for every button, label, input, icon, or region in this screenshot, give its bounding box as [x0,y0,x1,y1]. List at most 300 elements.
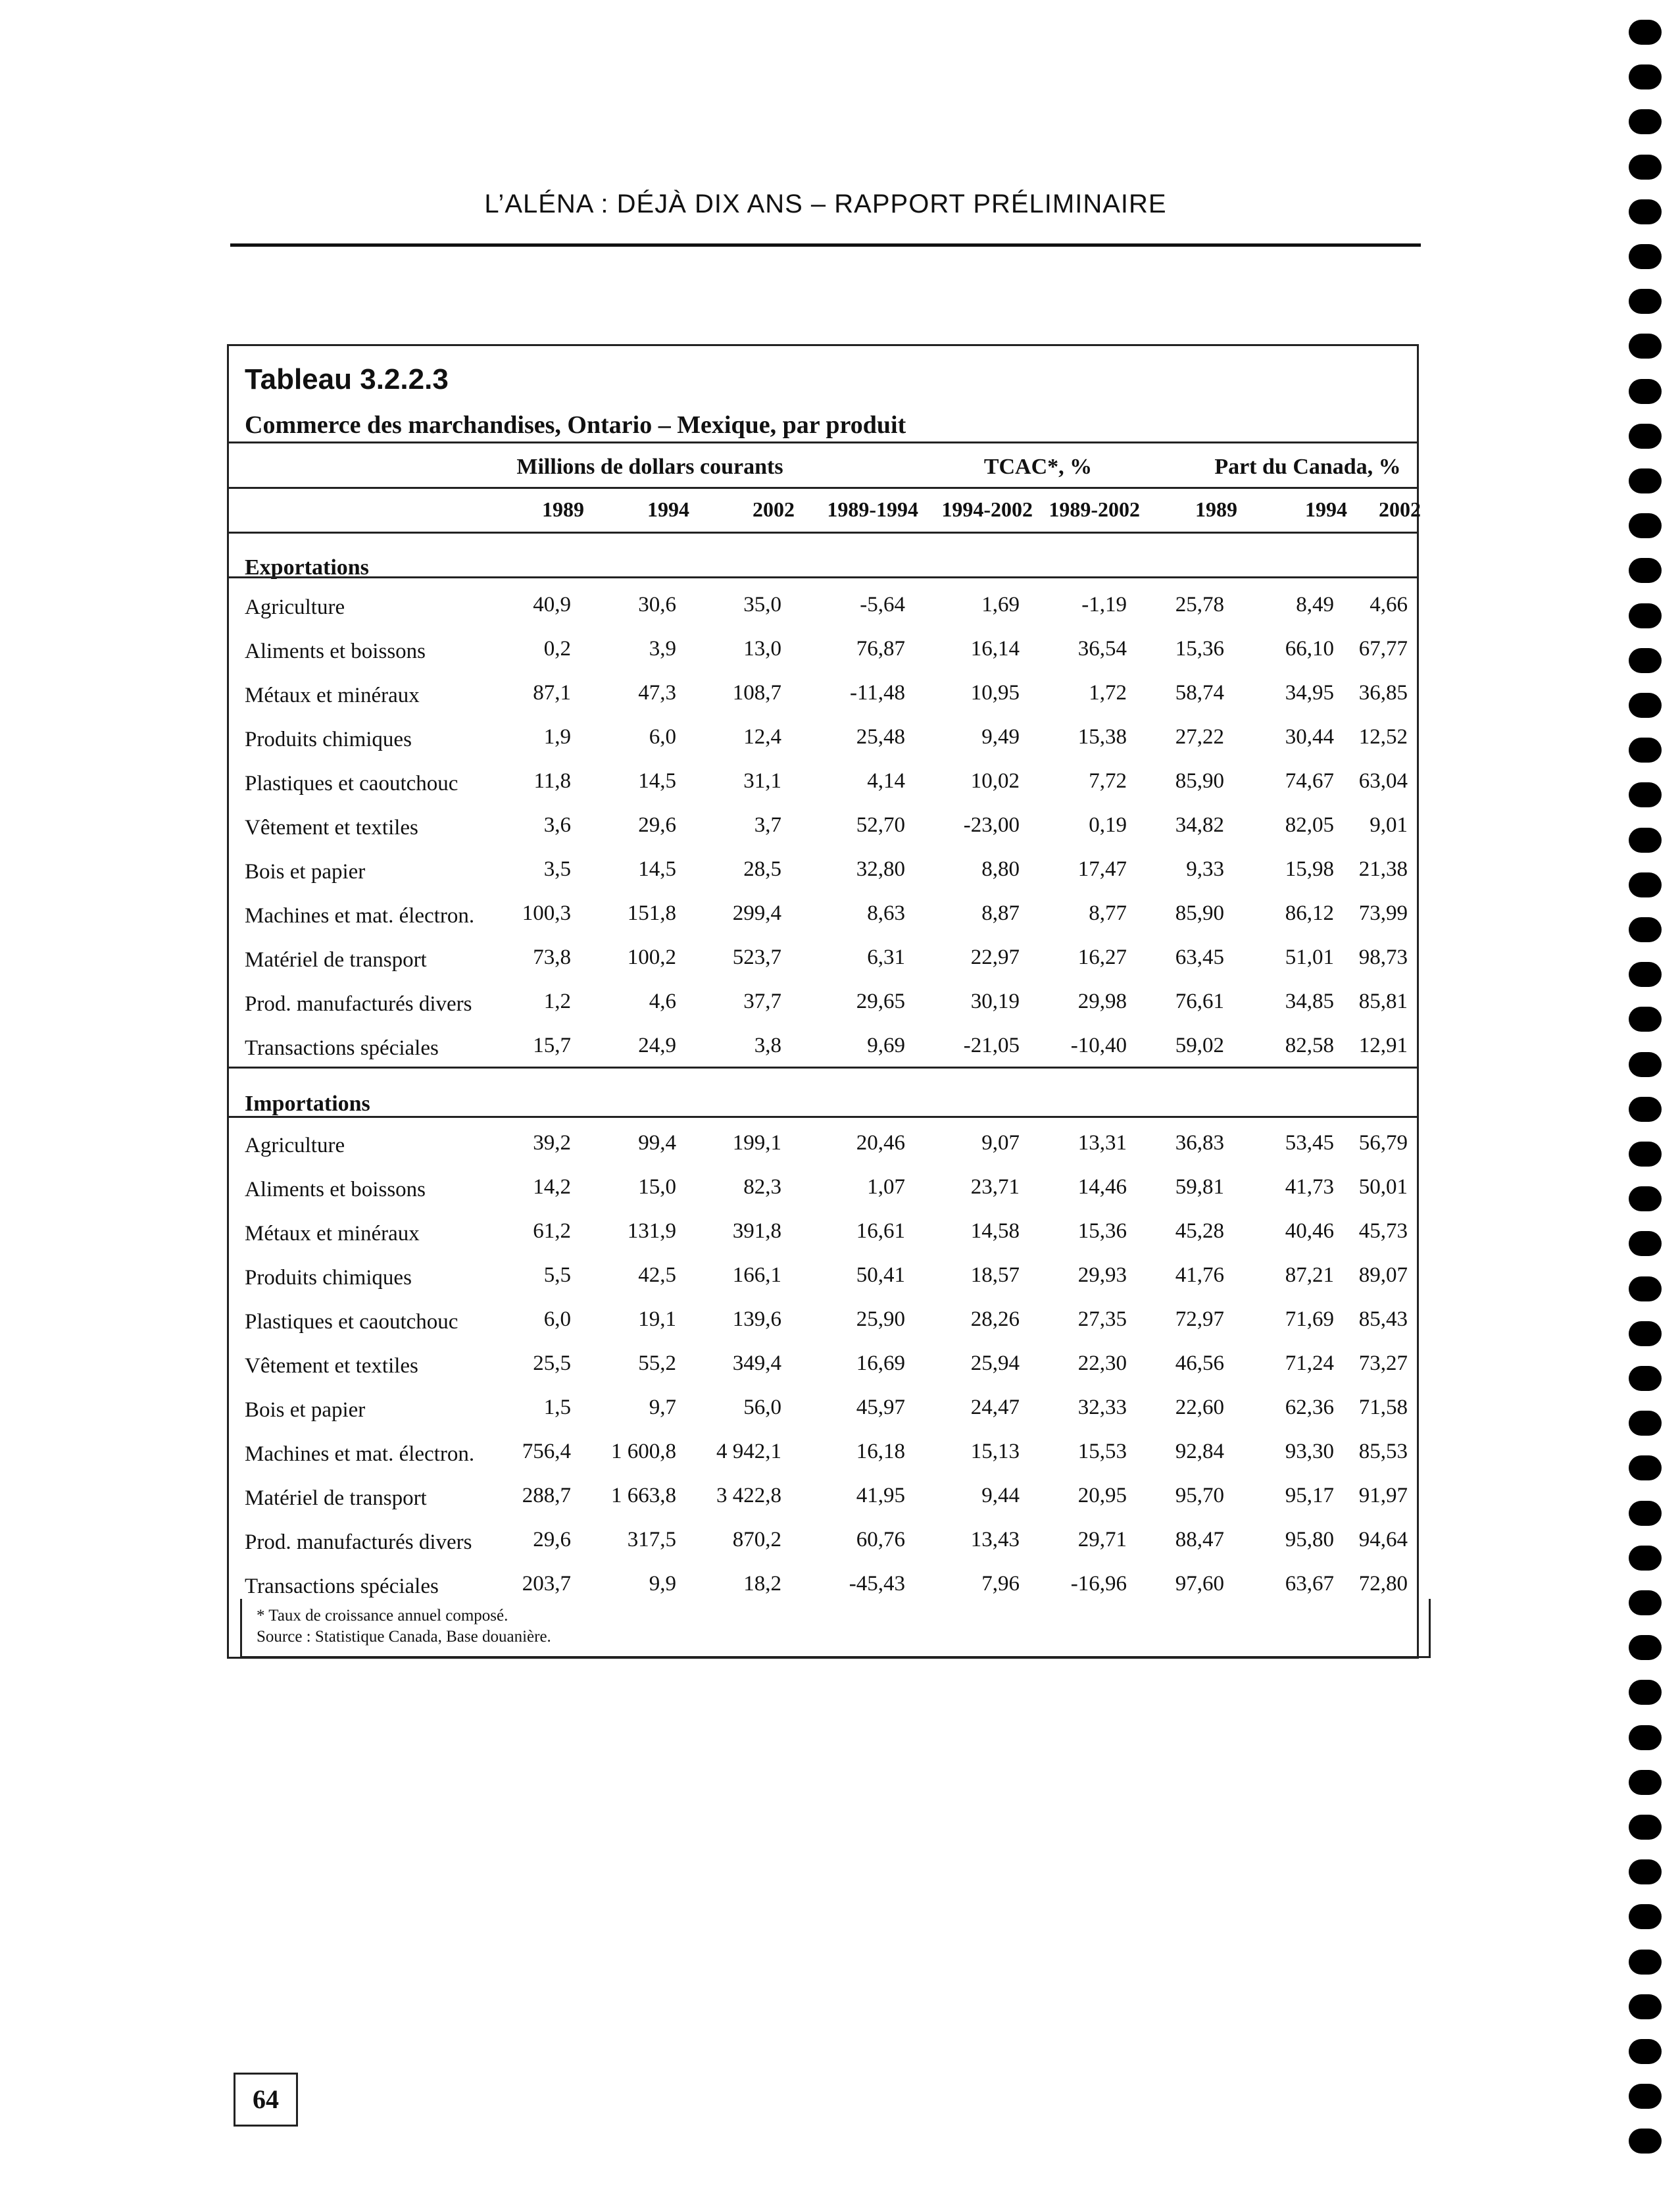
row-label: Métaux et minéraux [245,1222,420,1246]
table-cell: 15,36 [1175,637,1224,661]
table-cell: 63,45 [1175,945,1224,969]
table-cell: 13,43 [970,1528,1020,1551]
data-table [227,344,1419,1659]
table-cell: 15,0 [638,1175,676,1199]
punch-hole [1629,64,1662,89]
table-row [229,1299,1417,1344]
column-header: 1994 [1305,497,1347,521]
table-row [229,1476,1417,1520]
table-cell: 74,67 [1285,769,1334,793]
table-cell: 73,99 [1358,901,1408,925]
table-cell: 16,18 [856,1440,905,1463]
table-cell: 62,36 [1285,1396,1334,1419]
table-cell: 98,73 [1358,945,1408,969]
table-cell: 45,73 [1358,1219,1408,1243]
punch-hole [1629,1142,1662,1167]
table-cell: 93,30 [1285,1440,1334,1463]
punch-hole [1629,513,1662,538]
table-cell: 14,5 [638,769,676,793]
table-cell: 166,1 [732,1263,781,1287]
table-cell: 66,10 [1285,637,1334,661]
punch-hole [1629,1680,1662,1705]
table-cell: 6,31 [867,945,905,969]
column-header: 1994 [647,497,689,521]
table-cell: 16,69 [856,1351,905,1375]
table-cell: 23,71 [970,1175,1020,1199]
footnote: * Taux de croissance annuel composé. [257,1607,508,1625]
source-note: Source : Statistique Canada, Base douanière. [257,1628,551,1646]
table-cell: 24,47 [970,1396,1020,1419]
table-cell: 13,31 [1077,1131,1127,1155]
punch-hole [1629,872,1662,897]
table-cell: 16,14 [970,637,1020,661]
punch-hole [1629,1950,1662,1975]
table-cell: 40,9 [533,593,571,617]
table-cell: 3,5 [543,857,571,881]
row-label: Plastiques et caoutchouc [245,772,458,795]
row-label: Aliments et boissons [245,640,426,663]
table-cell: 9,01 [1370,813,1408,837]
table-cell: 1,69 [981,593,1020,617]
table-cell: 15,13 [970,1440,1020,1463]
footnote-box [240,1599,1431,1658]
table-cell: 108,7 [732,681,781,705]
table-row [229,585,1417,629]
row-label: Bois et papier [245,1398,366,1422]
punch-hole [1629,1590,1662,1615]
table-cell: 22,60 [1175,1396,1224,1419]
table-cell: 53,45 [1285,1131,1334,1155]
table-cell: 7,72 [1089,769,1127,793]
table-cell: -10,40 [1070,1034,1127,1057]
table-cell: 41,95 [856,1484,905,1507]
table-cell: 131,9 [627,1219,676,1243]
table-cell: 35,0 [743,593,781,617]
table-cell: 3,8 [754,1034,781,1057]
table-cell: 24,9 [638,1034,676,1057]
table-cell: 29,71 [1077,1528,1127,1551]
divider [229,441,1417,443]
table-cell: 391,8 [732,1219,781,1243]
table-cell: 0,2 [543,637,571,661]
table-cell: 40,46 [1285,1219,1334,1243]
row-label: Bois et papier [245,860,366,884]
table-cell: 45,97 [856,1396,905,1419]
table-cell: 89,07 [1358,1263,1408,1287]
table-cell: 6,0 [649,725,676,749]
punch-hole [1629,1007,1662,1032]
row-label: Vêtement et textiles [245,1354,418,1378]
table-row [229,1344,1417,1388]
row-label: Prod. manufacturés divers [245,992,472,1016]
table-cell: 25,94 [970,1351,1020,1375]
punch-hole [1629,1994,1662,2019]
table-cell: 4,66 [1370,593,1408,617]
table-cell: -21,05 [963,1034,1020,1057]
table-cell: 27,35 [1077,1307,1127,1331]
punch-hole [1629,289,1662,314]
punch-hole [1629,738,1662,763]
table-cell: 87,1 [533,681,571,705]
punch-hole [1629,155,1662,180]
table-cell: 6,0 [543,1307,571,1331]
table-cell: 18,2 [743,1572,781,1596]
table-cell: 72,97 [1175,1307,1224,1331]
table-row [229,1255,1417,1299]
table-row [229,673,1417,717]
table-cell: 9,33 [1186,857,1224,881]
punch-hole [1629,199,1662,224]
table-cell: 8,49 [1296,593,1334,617]
table-cell: 29,6 [638,813,676,837]
table-cell: 71,58 [1358,1396,1408,1419]
row-label: Métaux et minéraux [245,684,420,707]
row-label: Produits chimiques [245,728,412,751]
table-cell: 151,8 [627,901,676,925]
table-cell: 9,49 [981,725,1020,749]
running-header: L’ALÉNA : DÉJÀ DIX ANS – RAPPORT PRÉLIMINAIRE [484,189,1167,218]
divider [229,1067,1417,1069]
table-cell: 870,2 [732,1528,781,1551]
divider [229,1116,1417,1118]
table-cell: 55,2 [638,1351,676,1375]
table-cell: 27,22 [1175,725,1224,749]
table-cell: 59,02 [1175,1034,1224,1057]
table-cell: 25,5 [533,1351,571,1375]
table-cell: 41,76 [1175,1263,1224,1287]
table-cell: 11,8 [533,769,571,793]
table-cell: 95,70 [1175,1484,1224,1507]
table-cell: 60,76 [856,1528,905,1551]
table-row [229,894,1417,938]
table-cell: 56,0 [743,1396,781,1419]
punch-hole [1629,2129,1662,2154]
punch-hole [1629,109,1662,134]
table-cell: 8,87 [981,901,1020,925]
table-cell: 12,4 [743,725,781,749]
table-cell: 14,46 [1077,1175,1127,1199]
table-cell: 12,52 [1358,725,1408,749]
table-cell: 7,96 [981,1572,1020,1596]
column-header: 2002 [753,497,795,521]
table-cell: 71,24 [1285,1351,1334,1375]
table-cell: 85,90 [1175,769,1224,793]
table-cell: 756,4 [522,1440,571,1463]
table-cell: -23,00 [963,813,1020,837]
punch-hole [1629,424,1662,449]
punch-hole [1629,334,1662,359]
table-cell: 199,1 [732,1131,781,1155]
section-label-exportations: Exportations [245,555,369,580]
table-cell: 16,61 [856,1219,905,1243]
table-cell: 36,85 [1358,681,1408,705]
table-cell: 9,9 [649,1572,676,1596]
table-cell: 67,77 [1358,637,1408,661]
table-cell: 523,7 [732,945,781,969]
punch-hole [1629,1411,1662,1436]
table-cell: 85,53 [1358,1440,1408,1463]
table-subtitle: Commerce des marchandises, Ontario – Mexique, par produit [245,411,906,439]
table-cell: 97,60 [1175,1572,1224,1596]
table-cell: 15,53 [1077,1440,1127,1463]
table-cell: 92,84 [1175,1440,1224,1463]
punch-hole [1629,693,1662,718]
table-cell: 317,5 [627,1528,676,1551]
table-cell: 1,5 [543,1396,571,1419]
table-cell: 29,93 [1077,1263,1127,1287]
table-cell: 82,05 [1285,813,1334,837]
punch-hole [1629,648,1662,673]
table-cell: 30,44 [1285,725,1334,749]
row-label: Produits chimiques [245,1266,412,1290]
table-cell: 8,77 [1089,901,1127,925]
table-cell: 203,7 [522,1572,571,1596]
table-cell: -5,64 [860,593,905,617]
punch-hole [1629,1635,1662,1660]
table-cell: 299,4 [732,901,781,925]
table-row [229,1520,1417,1564]
punch-hole [1629,782,1662,807]
table-cell: 34,85 [1285,990,1334,1013]
column-header: 1989 [542,497,584,521]
table-cell: 82,3 [743,1175,781,1199]
table-cell: 30,19 [970,990,1020,1013]
table-row [229,1167,1417,1211]
table-cell: 88,47 [1175,1528,1224,1551]
table-cell: 72,80 [1358,1572,1408,1596]
table-cell: 63,04 [1358,769,1408,793]
punch-hole [1629,1097,1662,1122]
table-cell: 9,7 [649,1396,676,1419]
table-cell: 3,6 [543,813,571,837]
table-cell: 76,61 [1175,990,1224,1013]
table-cell: 95,17 [1285,1484,1334,1507]
table-cell: 5,5 [543,1263,571,1287]
table-cell: 56,79 [1358,1131,1408,1155]
table-cell: 19,1 [638,1307,676,1331]
punch-hole [1629,1859,1662,1884]
table-row [229,761,1417,805]
punch-hole [1629,244,1662,269]
table-cell: 8,80 [981,857,1020,881]
table-row [229,1388,1417,1432]
table-cell: 15,7 [533,1034,571,1057]
table-cell: 58,74 [1175,681,1224,705]
table-cell: 99,4 [638,1131,676,1155]
column-header: 1994-2002 [941,497,1033,521]
section-label-importations: Importations [245,1092,370,1116]
table-cell: 14,58 [970,1219,1020,1243]
table-cell: 39,2 [533,1131,571,1155]
table-cell: 63,67 [1285,1572,1334,1596]
row-label: Machines et mat. électron. [245,1442,475,1466]
table-cell: 85,43 [1358,1307,1408,1331]
table-cell: 41,73 [1285,1175,1334,1199]
table-cell: 10,02 [970,769,1020,793]
table-cell: 42,5 [638,1263,676,1287]
table-cell: 31,1 [743,769,781,793]
table-cell: 21,38 [1358,857,1408,881]
row-label: Machines et mat. électron. [245,904,475,928]
table-cell: 25,78 [1175,593,1224,617]
punch-hole [1629,828,1662,853]
table-cell: 47,3 [638,681,676,705]
table-cell: 9,07 [981,1131,1020,1155]
row-label: Prod. manufacturés divers [245,1530,472,1554]
table-cell: 50,01 [1358,1175,1408,1199]
punch-hole [1629,917,1662,942]
table-cell: 71,69 [1285,1307,1334,1331]
table-cell: 1,72 [1089,681,1127,705]
table-row [229,1211,1417,1255]
table-cell: 0,19 [1089,813,1127,837]
page-number: 64 [234,2073,298,2127]
table-cell: 1 663,8 [611,1484,676,1507]
table-cell: 12,91 [1358,1034,1408,1057]
punch-hole [1629,1366,1662,1391]
table-cell: 29,6 [533,1528,571,1551]
table-cell: 36,54 [1077,637,1127,661]
punch-hole [1629,1231,1662,1256]
table-row [229,717,1417,761]
punch-hole [1629,962,1662,987]
table-row [229,849,1417,894]
column-header: 1989 [1195,497,1237,521]
punch-hole [1629,1770,1662,1795]
table-cell: 100,3 [522,901,571,925]
table-cell: 85,90 [1175,901,1224,925]
punch-hole [1629,1904,1662,1929]
header-rule [230,243,1421,247]
table-cell: 87,21 [1285,1263,1334,1287]
punch-hole [1629,2039,1662,2064]
table-cell: 3,7 [754,813,781,837]
row-label: Matériel de transport [245,1486,427,1510]
table-cell: 3,9 [649,637,676,661]
table-row [229,938,1417,982]
punch-hole [1629,1321,1662,1346]
table-cell: 28,5 [743,857,781,881]
table-cell: 139,6 [732,1307,781,1331]
row-label: Transactions spéciales [245,1036,439,1060]
table-row [229,805,1417,849]
table-cell: 82,58 [1285,1034,1334,1057]
row-label: Vêtement et textiles [245,816,418,840]
table-cell: 18,57 [970,1263,1020,1287]
table-cell: 86,12 [1285,901,1334,925]
table-cell: 4 942,1 [716,1440,781,1463]
table-cell: 4,14 [867,769,905,793]
table-cell: 32,80 [856,857,905,881]
table-cell: 1,07 [867,1175,905,1199]
table-cell: 22,97 [970,945,1020,969]
row-label: Matériel de transport [245,948,427,972]
column-header: 1989-2002 [1049,497,1140,521]
table-cell: 94,64 [1358,1528,1408,1551]
punch-hole [1629,1052,1662,1077]
table-cell: 20,95 [1077,1484,1127,1507]
group-header-part: Part du Canada, % [1214,455,1401,479]
table-cell: 1 600,8 [611,1440,676,1463]
table-cell: 9,44 [981,1484,1020,1507]
punch-hole [1629,379,1662,404]
punch-hole [1629,603,1662,628]
row-label: Agriculture [245,1134,345,1157]
divider [229,532,1417,534]
table-cell: 15,98 [1285,857,1334,881]
table-cell: 349,4 [732,1351,781,1375]
punch-hole [1629,1725,1662,1750]
table-cell: 16,27 [1077,945,1127,969]
punch-hole [1629,2084,1662,2109]
table-cell: 34,82 [1175,813,1224,837]
table-cell: 73,8 [533,945,571,969]
table-cell: 95,80 [1285,1528,1334,1551]
table-row [229,1432,1417,1476]
table-cell: 15,38 [1077,725,1127,749]
table-cell: 22,30 [1077,1351,1127,1375]
table-cell: 32,33 [1077,1396,1127,1419]
table-cell: -1,19 [1081,593,1127,617]
table-cell: 34,95 [1285,681,1334,705]
table-cell: -45,43 [849,1572,905,1596]
table-cell: 29,65 [856,990,905,1013]
table-cell: 14,2 [533,1175,571,1199]
table-cell: 25,90 [856,1307,905,1331]
punch-hole [1629,1815,1662,1840]
punch-hole [1629,20,1662,45]
row-label: Transactions spéciales [245,1575,439,1598]
table-cell: 46,56 [1175,1351,1224,1375]
divider [229,576,1417,578]
table-cell: 288,7 [522,1484,571,1507]
group-header-tcac: TCAC*, % [983,455,1093,479]
punch-hole [1629,1546,1662,1571]
table-cell: 36,83 [1175,1131,1224,1155]
table-cell: 25,48 [856,725,905,749]
row-label: Plastiques et caoutchouc [245,1310,458,1334]
punch-hole [1629,1276,1662,1301]
table-cell: 76,87 [856,637,905,661]
table-row [229,629,1417,673]
divider [229,487,1417,489]
table-cell: 29,98 [1077,990,1127,1013]
table-cell: 14,5 [638,857,676,881]
table-cell: 8,63 [867,901,905,925]
row-label: Aliments et boissons [245,1178,426,1201]
table-row [229,1026,1417,1070]
table-cell: 1,9 [543,725,571,749]
table-cell: 100,2 [627,945,676,969]
column-header: 1989-1994 [827,497,918,521]
group-header-millions: Millions de dollars courants [516,455,783,479]
table-cell: 20,46 [856,1131,905,1155]
table-cell: -11,48 [849,681,905,705]
column-header: 2002 [1379,497,1421,521]
punch-hole [1629,1186,1662,1211]
table-cell: 4,6 [649,990,676,1013]
table-row [229,982,1417,1026]
table-cell: 45,28 [1175,1219,1224,1243]
table-cell: 59,81 [1175,1175,1224,1199]
table-cell: 3 422,8 [716,1484,781,1507]
table-cell: 1,2 [543,990,571,1013]
table-cell: 85,81 [1358,990,1408,1013]
punch-hole [1629,558,1662,583]
row-label: Agriculture [245,595,345,619]
table-cell: 50,41 [856,1263,905,1287]
table-cell: 17,47 [1077,857,1127,881]
